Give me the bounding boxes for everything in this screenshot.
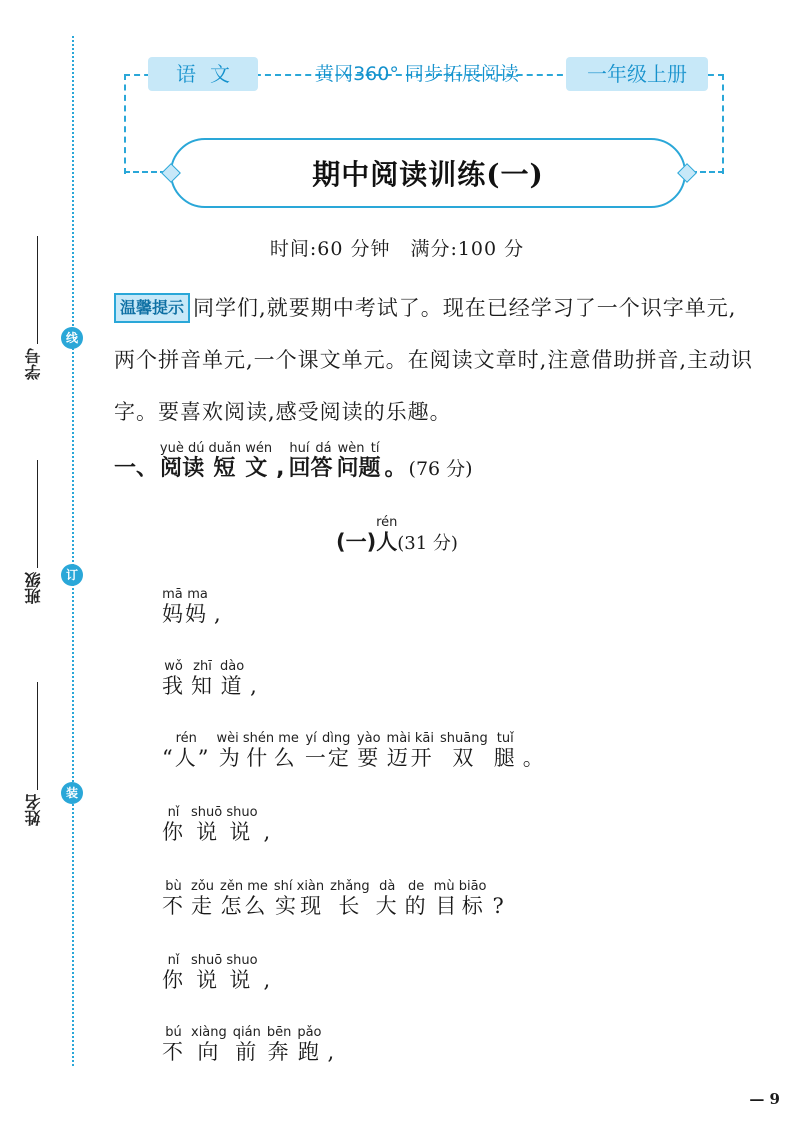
poem-line	[162, 588, 229, 628]
poem-line	[162, 880, 512, 920]
binding-badge-xian: 线	[61, 327, 83, 349]
ruby-word: ,	[250, 674, 259, 698]
ruby-word: ?	[492, 894, 506, 918]
pinyin: yào	[356, 731, 381, 746]
section-points: (76 分)	[408, 458, 473, 480]
pinyin: huí dá	[288, 441, 333, 456]
ruby-word: ,	[276, 456, 285, 481]
pinyin: rén	[162, 731, 211, 746]
ruby-word: 不bù	[162, 879, 185, 918]
student-id-label: 学号	[23, 348, 43, 380]
pinyin: zěn me	[220, 879, 268, 894]
pinyin: yuè dú	[159, 441, 205, 456]
ruby-word: 说说shuō shuo	[191, 953, 258, 992]
binding-badge-ding: 订	[61, 564, 83, 586]
subsection-pinyin: rén	[376, 515, 398, 530]
section-heading	[114, 442, 473, 482]
pinyin: bú	[162, 1025, 185, 1040]
name-field	[22, 682, 44, 826]
ruby-word: 奔bēn	[266, 1025, 292, 1064]
subsection-prefix: (一)	[336, 530, 377, 554]
poem-line	[162, 954, 278, 994]
pinyin: nǐ	[162, 805, 185, 820]
ruby-word: 实现shí xiàn	[273, 879, 325, 918]
ruby-word: 迈开mài kāi	[386, 731, 435, 770]
pinyin: mù biāo	[433, 879, 487, 894]
pinyin: tuǐ	[493, 731, 517, 746]
pinyin: wǒ	[162, 659, 185, 674]
ruby-word: 知zhī	[191, 659, 214, 698]
binding-badge-zhuang: 装	[61, 782, 83, 804]
ruby-word: 的de	[404, 879, 428, 918]
ruby-word: 长zhǎng	[330, 879, 370, 918]
name-line	[37, 682, 38, 790]
pinyin: nǐ	[162, 953, 185, 968]
pinyin: mài kāi	[386, 731, 435, 746]
tip-text: 同学们,就要期中考试了。现在已经学习了一个识字单元,两个拼音单元,一个课文单元。在阅读文章时,注意借助拼音,主动识字。要喜欢阅读,感受阅读的乐趣。	[114, 296, 754, 424]
ruby-word: 要yào	[356, 731, 381, 770]
poem-line	[162, 806, 278, 846]
ruby-word: “人”rén	[162, 731, 211, 770]
ruby-word: 说说shuō shuo	[191, 805, 258, 844]
ruby-word: 道dào	[220, 659, 245, 698]
ruby-word: 目标mù biāo	[433, 879, 487, 918]
ruby-word: 问题wèn tí	[336, 441, 381, 481]
ruby-word: 怎么zěn me	[220, 879, 268, 918]
ruby-word: 一定yí dìng	[304, 731, 351, 770]
pinyin: shí xiàn	[273, 879, 325, 894]
pinyin: duǎn wén	[208, 441, 273, 456]
section-prefix: 一、	[114, 456, 159, 481]
page-header	[148, 57, 708, 93]
section-words	[158, 441, 409, 481]
poem-line	[162, 660, 265, 700]
poem-line	[162, 732, 552, 772]
poem-line	[162, 1026, 342, 1066]
ruby-word: 大dà	[375, 879, 399, 918]
ruby-word: 不bú	[162, 1025, 185, 1064]
subsection-heading	[0, 516, 794, 556]
ruby-word: 。	[384, 456, 407, 481]
pinyin: shuō shuo	[191, 953, 258, 968]
ruby-word: 向xiàng	[191, 1025, 227, 1064]
ruby-word: 我wǒ	[162, 659, 185, 698]
page-number: — 9	[749, 1090, 780, 1108]
ruby-word: 双shuāng	[440, 731, 488, 770]
pinyin: wèn tí	[336, 441, 381, 456]
pinyin: zǒu	[191, 879, 215, 894]
pinyin: shuō shuo	[191, 805, 258, 820]
subject-tag: 语文	[148, 57, 258, 91]
ruby-word: 你nǐ	[162, 953, 185, 992]
ruby-word: 短文duǎn wén	[208, 441, 273, 481]
ruby-word: 阅读yuè dú	[159, 441, 205, 481]
title-banner	[170, 138, 686, 208]
ruby-word: 。	[522, 746, 546, 770]
pinyin: bù	[162, 879, 185, 894]
pinyin: de	[404, 879, 428, 894]
ruby-word: 跑pǎo	[297, 1025, 322, 1064]
grade-tag: 一年级上册	[566, 57, 708, 91]
ruby-word: ,	[263, 820, 273, 844]
pinyin: dào	[220, 659, 245, 674]
pinyin: mā ma	[162, 587, 208, 602]
ruby-word: 为什么wèi shén me	[216, 731, 299, 770]
pinyin: xiàng	[191, 1025, 227, 1040]
name-label: 姓名	[23, 794, 43, 826]
ruby-word: 你nǐ	[162, 805, 185, 844]
pinyin: zhī	[191, 659, 214, 674]
pinyin: bēn	[266, 1025, 292, 1040]
pinyin: zhǎng	[330, 879, 370, 894]
ruby-word: 前qián	[232, 1025, 261, 1064]
ruby-word: 腿tuǐ	[493, 731, 517, 770]
ruby-word: ,	[263, 968, 273, 992]
class-label: 班级	[23, 572, 43, 604]
pinyin: yí dìng	[304, 731, 351, 746]
ruby-word: 妈妈mā ma	[162, 587, 208, 626]
ruby-word: 走zǒu	[191, 879, 215, 918]
subsection-points: (31 分)	[397, 533, 458, 554]
tip-paragraph	[114, 282, 754, 438]
tip-label: 温馨提示	[114, 293, 190, 323]
ruby-word: ,	[214, 602, 223, 626]
pinyin: qián	[232, 1025, 261, 1040]
title-connector-left	[124, 171, 166, 173]
ruby-word: ,	[327, 1040, 337, 1064]
series-title: 黄冈360° 同步拓展阅读	[315, 63, 519, 85]
exam-meta: 时间:60 分钟 满分:100 分	[269, 238, 525, 260]
ruby-word: 回答huí dá	[288, 441, 333, 481]
pinyin: wèi shén me	[216, 731, 299, 746]
pinyin: shuāng	[440, 731, 488, 746]
page-title: 期中阅读训练(一)	[312, 158, 544, 191]
pinyin: pǎo	[297, 1025, 322, 1040]
pinyin: dà	[375, 879, 399, 894]
subsection-word: 人rén	[376, 515, 398, 554]
